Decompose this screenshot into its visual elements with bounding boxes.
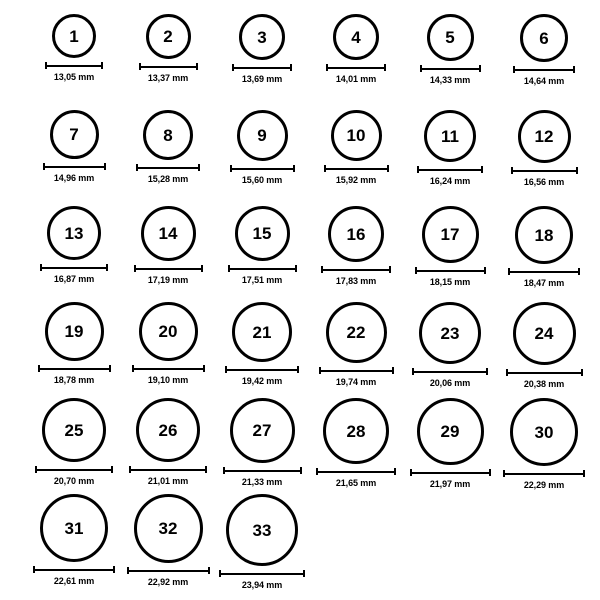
ring-size-number: 6 — [539, 28, 549, 48]
diameter-measure-bar — [132, 365, 205, 372]
ring-circle — [134, 494, 203, 563]
measure-tick-right — [573, 66, 575, 73]
ring-circle — [237, 110, 288, 161]
diameter-measure-bar — [232, 64, 292, 71]
ring-size-cell — [408, 14, 492, 85]
measure-line — [45, 65, 103, 67]
ring-size-number: 14 — [158, 224, 178, 243]
ring-size-number: 31 — [64, 518, 84, 538]
measure-tick-left — [326, 64, 328, 71]
measure-tick-right — [576, 167, 578, 174]
diameter-label: 22,29 mm — [523, 480, 565, 490]
diameter-measure-bar — [139, 63, 198, 70]
ring-circle — [40, 494, 108, 562]
diameter-label: 18,78 mm — [53, 375, 95, 385]
ring-size-cell — [220, 302, 304, 386]
diameter-label: 17,19 mm — [147, 275, 189, 285]
measure-line — [228, 268, 297, 270]
ring-circle — [427, 14, 474, 61]
measure-tick-right — [295, 265, 297, 272]
diameter-measure-bar — [45, 62, 103, 69]
ring-size-number: 29 — [440, 422, 460, 441]
diameter-label: 18,15 mm — [429, 277, 471, 287]
measure-tick-left — [129, 466, 131, 473]
ring-size-number: 21 — [252, 322, 272, 342]
ring-circle — [417, 398, 484, 465]
ring-size-number: 18 — [534, 225, 554, 245]
ring-size-cell — [314, 206, 398, 286]
measure-line — [43, 166, 106, 168]
ring-size-cell — [502, 110, 586, 187]
measure-tick-left — [223, 467, 225, 474]
measure-line — [136, 167, 200, 169]
measure-tick-left — [35, 466, 37, 473]
measure-line — [511, 170, 578, 172]
measure-tick-right — [203, 365, 205, 372]
ring-size-number: 19 — [64, 322, 84, 341]
diameter-label: 21,97 mm — [429, 479, 471, 489]
measure-line — [508, 271, 580, 273]
measure-tick-left — [219, 570, 221, 577]
measure-tick-left — [139, 63, 141, 70]
ring-circle — [331, 110, 382, 161]
measure-tick-left — [316, 468, 318, 475]
ring-size-cell — [408, 110, 492, 186]
measure-tick-right — [394, 468, 396, 475]
measure-tick-right — [389, 266, 391, 273]
diameter-label: 13,37 mm — [147, 73, 189, 83]
measure-tick-right — [489, 469, 491, 476]
diameter-measure-bar — [326, 64, 386, 71]
ring-size-cell — [502, 206, 586, 288]
diameter-measure-bar — [43, 163, 106, 170]
ring-size-number: 13 — [64, 223, 84, 243]
measure-tick-left — [228, 265, 230, 272]
ring-size-number: 12 — [534, 127, 554, 146]
diameter-measure-bar — [420, 65, 481, 72]
measure-tick-left — [38, 365, 40, 372]
measure-tick-left — [417, 166, 419, 173]
ring-size-number: 16 — [346, 224, 366, 244]
ring-circle — [47, 206, 101, 260]
ring-circle — [45, 302, 104, 361]
ring-circle — [323, 398, 389, 464]
ring-size-number: 7 — [69, 125, 79, 144]
ring-size-number: 20 — [158, 322, 178, 341]
ring-size-cell — [126, 302, 210, 385]
measure-tick-right — [578, 268, 580, 275]
measure-line — [219, 573, 305, 575]
diameter-label: 13,05 mm — [53, 72, 95, 82]
diameter-measure-bar — [225, 366, 299, 373]
diameter-measure-bar — [511, 167, 578, 174]
ring-circle — [328, 206, 384, 262]
ring-size-cell — [408, 206, 492, 287]
ring-circle — [235, 206, 290, 261]
diameter-label: 18,47 mm — [523, 278, 565, 288]
ring-circle — [515, 206, 573, 264]
measure-tick-left — [134, 265, 136, 272]
measure-tick-right — [109, 365, 111, 372]
ring-circle — [230, 398, 295, 463]
diameter-label: 14,33 mm — [429, 75, 471, 85]
ring-size-number: 2 — [163, 27, 173, 46]
measure-tick-right — [101, 62, 103, 69]
ring-circle — [422, 206, 479, 263]
diameter-label: 14,01 mm — [335, 74, 377, 84]
measure-line — [33, 569, 115, 571]
diameter-measure-bar — [412, 368, 488, 375]
diameter-measure-bar — [513, 66, 575, 73]
diameter-label: 14,96 mm — [53, 173, 95, 183]
ring-size-cell — [126, 398, 210, 486]
measure-line — [324, 168, 389, 170]
measure-line — [410, 472, 491, 474]
ring-size-cell — [502, 302, 586, 389]
diameter-measure-bar — [35, 466, 113, 473]
ring-size-cell — [32, 110, 116, 183]
ring-size-cell — [32, 494, 116, 586]
measure-tick-left — [232, 64, 234, 71]
ring-circle — [239, 14, 285, 60]
measure-tick-left — [415, 267, 417, 274]
diameter-measure-bar — [324, 165, 389, 172]
diameter-label: 22,61 mm — [53, 576, 95, 586]
ring-size-number: 30 — [534, 422, 554, 442]
measure-line — [316, 471, 396, 473]
diameter-label: 19,42 mm — [241, 376, 283, 386]
diameter-measure-bar — [410, 469, 491, 476]
ring-circle — [42, 398, 106, 462]
measure-tick-left — [136, 164, 138, 171]
ring-size-cell — [314, 302, 398, 387]
ring-circle — [232, 302, 292, 362]
measure-line — [129, 469, 207, 471]
ring-size-cell — [502, 398, 586, 490]
ring-size-cell — [126, 206, 210, 285]
ring-size-number: 33 — [252, 520, 272, 540]
measure-line — [420, 68, 481, 70]
measure-tick-left — [132, 365, 134, 372]
diameter-measure-bar — [319, 367, 394, 374]
measure-line — [417, 169, 483, 171]
diameter-label: 20,38 mm — [523, 379, 565, 389]
ring-circle — [226, 494, 298, 566]
measure-tick-left — [420, 65, 422, 72]
measure-tick-right — [113, 566, 115, 573]
ring-circle — [143, 110, 193, 160]
diameter-measure-bar — [33, 566, 115, 573]
ring-circle — [333, 14, 379, 60]
diameter-measure-bar — [228, 265, 297, 272]
diameter-label: 20,06 mm — [429, 378, 471, 388]
measure-tick-right — [196, 63, 198, 70]
diameter-label: 15,60 mm — [241, 175, 283, 185]
ring-size-cell — [220, 110, 304, 185]
measure-tick-left — [43, 163, 45, 170]
diameter-measure-bar — [321, 266, 391, 273]
diameter-label: 19,10 mm — [147, 375, 189, 385]
ring-circle — [520, 14, 568, 62]
diameter-label: 16,56 mm — [523, 177, 565, 187]
ring-size-number: 17 — [440, 225, 460, 244]
diameter-label: 14,64 mm — [523, 76, 565, 86]
measure-tick-left — [40, 264, 42, 271]
diameter-label: 23,94 mm — [241, 580, 283, 590]
diameter-label: 21,01 mm — [147, 476, 189, 486]
measure-tick-right — [387, 165, 389, 172]
ring-size-number: 24 — [534, 324, 554, 343]
measure-tick-right — [583, 470, 585, 477]
measure-tick-right — [303, 570, 305, 577]
measure-line — [134, 268, 203, 270]
diameter-measure-bar — [129, 466, 207, 473]
measure-line — [326, 67, 386, 69]
measure-tick-right — [201, 265, 203, 272]
ring-size-number: 1 — [69, 26, 79, 46]
measure-tick-right — [486, 368, 488, 375]
measure-tick-right — [198, 164, 200, 171]
ring-size-cell — [220, 494, 304, 590]
measure-line — [230, 168, 295, 170]
ring-size-cell — [126, 14, 210, 83]
diameter-label: 16,87 mm — [53, 274, 95, 284]
diameter-label: 21,33 mm — [241, 477, 283, 487]
ring-size-cell — [220, 206, 304, 285]
diameter-measure-bar — [223, 467, 302, 474]
measure-tick-left — [513, 66, 515, 73]
ring-size-number: 27 — [252, 421, 272, 440]
ring-size-cell — [32, 206, 116, 284]
diameter-measure-bar — [503, 470, 585, 477]
measure-tick-right — [384, 64, 386, 71]
ring-circle — [513, 302, 576, 365]
measure-line — [319, 370, 394, 372]
measure-tick-left — [410, 469, 412, 476]
ring-size-cell — [502, 14, 586, 86]
ring-size-cell — [314, 14, 398, 84]
measure-tick-right — [479, 65, 481, 72]
measure-tick-left — [225, 366, 227, 373]
diameter-measure-bar — [230, 165, 295, 172]
measure-line — [35, 469, 113, 471]
ring-size-number: 10 — [346, 126, 366, 145]
ring-circle — [518, 110, 571, 163]
ring-circle — [139, 302, 198, 361]
ring-size-number: 15 — [252, 224, 272, 243]
ring-size-cell — [220, 398, 304, 487]
measure-line — [513, 69, 575, 71]
measure-tick-left — [506, 369, 508, 376]
measure-line — [503, 473, 585, 475]
diameter-label: 21,65 mm — [335, 478, 377, 488]
ring-size-number: 4 — [351, 27, 361, 47]
measure-tick-right — [581, 369, 583, 376]
ring-size-cell — [126, 494, 210, 587]
ring-circle — [510, 398, 578, 466]
measure-tick-left — [321, 266, 323, 273]
ring-circle — [50, 110, 99, 159]
measure-tick-left — [511, 167, 513, 174]
ring-size-number: 28 — [346, 421, 366, 441]
diameter-label: 17,51 mm — [241, 275, 283, 285]
ring-circle — [326, 302, 387, 363]
ring-size-number: 32 — [158, 519, 178, 538]
ring-size-number: 26 — [158, 420, 178, 440]
measure-line — [127, 570, 210, 572]
ring-circle — [419, 302, 481, 364]
measure-tick-right — [290, 64, 292, 71]
ring-size-number: 5 — [445, 28, 455, 47]
measure-tick-left — [230, 165, 232, 172]
diameter-measure-bar — [134, 265, 203, 272]
diameter-measure-bar — [508, 268, 580, 275]
ring-circle — [141, 206, 196, 261]
diameter-label: 22,92 mm — [147, 577, 189, 587]
measure-tick-right — [300, 467, 302, 474]
diameter-measure-bar — [417, 166, 483, 173]
measure-tick-right — [111, 466, 113, 473]
measure-line — [321, 269, 391, 271]
ring-size-number: 8 — [163, 125, 173, 145]
ring-size-number: 9 — [257, 126, 267, 145]
measure-line — [139, 66, 198, 68]
ring-size-number: 23 — [440, 323, 460, 343]
measure-tick-right — [208, 567, 210, 574]
measure-line — [223, 470, 302, 472]
measure-tick-left — [127, 567, 129, 574]
measure-tick-right — [205, 466, 207, 473]
ring-size-cell — [220, 14, 304, 84]
diameter-measure-bar — [506, 369, 583, 376]
measure-tick-right — [392, 367, 394, 374]
measure-tick-left — [412, 368, 414, 375]
ring-size-cell — [32, 398, 116, 486]
measure-tick-right — [104, 163, 106, 170]
diameter-label: 16,24 mm — [429, 176, 471, 186]
ring-size-number: 25 — [64, 420, 84, 440]
measure-line — [415, 270, 486, 272]
ring-size-number: 3 — [257, 27, 267, 47]
ring-size-cell — [314, 110, 398, 185]
diameter-label: 15,92 mm — [335, 175, 377, 185]
ring-size-cell — [32, 14, 116, 82]
ring-circle — [146, 14, 191, 59]
measure-tick-left — [324, 165, 326, 172]
measure-tick-right — [293, 165, 295, 172]
ring-circle — [136, 398, 200, 462]
measure-line — [232, 67, 292, 69]
measure-line — [225, 369, 299, 371]
diameter-measure-bar — [219, 570, 305, 577]
measure-line — [40, 267, 108, 269]
diameter-label: 19,74 mm — [335, 377, 377, 387]
ring-circle — [52, 14, 96, 58]
ring-size-cell — [408, 398, 492, 489]
diameter-label: 13,69 mm — [241, 74, 283, 84]
measure-tick-right — [481, 166, 483, 173]
measure-line — [38, 368, 111, 370]
measure-line — [132, 368, 205, 370]
measure-tick-right — [106, 264, 108, 271]
measure-tick-right — [484, 267, 486, 274]
ring-size-cell — [314, 398, 398, 488]
diameter-measure-bar — [136, 164, 200, 171]
diameter-label: 20,70 mm — [53, 476, 95, 486]
diameter-measure-bar — [40, 264, 108, 271]
diameter-measure-bar — [127, 567, 210, 574]
measure-tick-left — [33, 566, 35, 573]
measure-tick-right — [297, 366, 299, 373]
ring-circle — [424, 110, 476, 162]
diameter-measure-bar — [415, 267, 486, 274]
diameter-measure-bar — [38, 365, 111, 372]
ring-size-cell — [32, 302, 116, 385]
measure-tick-left — [45, 62, 47, 69]
measure-line — [412, 371, 488, 373]
measure-tick-left — [508, 268, 510, 275]
diameter-label: 15,28 mm — [147, 174, 189, 184]
ring-size-number: 22 — [346, 323, 366, 342]
ring-size-number: 11 — [441, 126, 459, 146]
measure-line — [506, 372, 583, 374]
diameter-label: 17,83 mm — [335, 276, 377, 286]
measure-tick-left — [503, 470, 505, 477]
measure-tick-left — [319, 367, 321, 374]
ring-size-cell — [408, 302, 492, 388]
ring-size-cell — [126, 110, 210, 184]
diameter-measure-bar — [316, 468, 396, 475]
